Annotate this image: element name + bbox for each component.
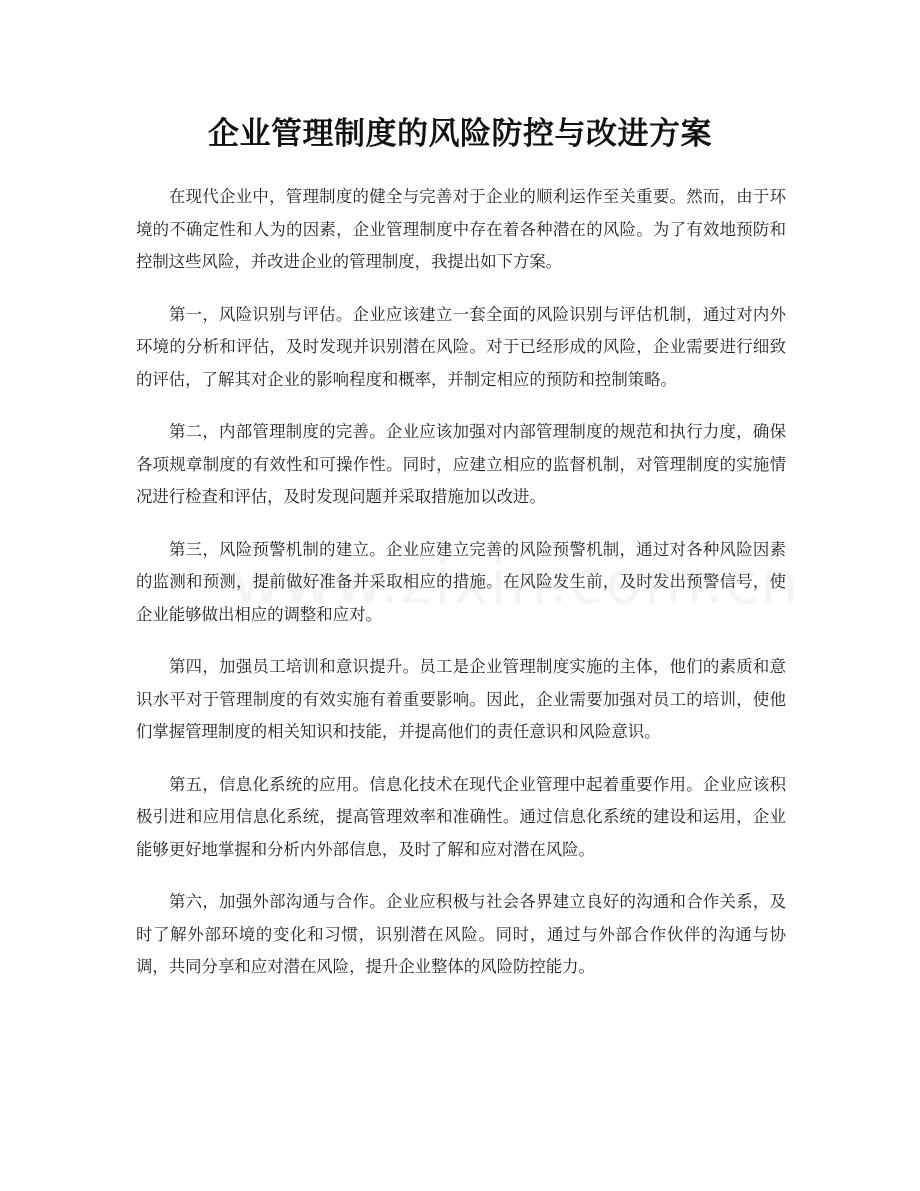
document-title: 企业管理制度的风险防控与改进方案 <box>208 116 712 152</box>
paragraph-internal-management: 第二，内部管理制度的完善。企业应该加强对内部管理制度的规范和执行力度，确保各项规章制度的有效性和可操作性。同时，应建立相应的监督机制，对管理制度的实施情况进行检查和评估，及时发现问题并采取措施加以改进。 <box>136 422 786 506</box>
paragraph-staff-training: 第四，加强员工培训和意识提升。员工是企业管理制度实施的主体，他们的素质和意识水平对于管理制度的有效实施有着重要影响。因此，企业需要加强对员工的培训，使他们掌握管理制度的相关知识和技能，并提高他们的责任意识和风险意识。 <box>136 657 786 741</box>
paragraph-information-system: 第五，信息化系统的应用。信息化技术在现代企业管理中起着重要作用。企业应该积极引进和应用信息化系统，提高管理效率和准确性。通过信息化系统的建设和运用，企业能够更好地掌握和分析内外部信息，及时了解和应对潜在风险。 <box>136 774 786 859</box>
paragraph-intro: 在现代企业中，管理制度的健全与完善对于企业的顺利运作至关重要。然而，由于环境的不确定性和人为的因素，企业管理制度中存在着各种潜在的风险。为了有效地预防和控制这些风险，并改进企业的管理制度，我提出如下方案。 <box>136 187 786 271</box>
paragraph-risk-warning: 第三，风险预警机制的建立。企业应建立完善的风险预警机制，通过对各种风险因素的监测和预测，提前做好准备并采取相应的措施。在风险发生前，及时发出预警信号，使企业能够做出相应的调整和应对。 <box>136 539 786 624</box>
paragraph-risk-identification: 第一，风险识别与评估。企业应该建立一套全面的风险识别与评估机制，通过对内外环境的分析和评估，及时发现并识别潜在风险。对于已经形成的风险，企业需要进行细致的评估，了解其对企业的影响程度和概率，并制定相应的预防和控制策略。 <box>136 304 786 389</box>
paragraph-external-cooperation: 第六，加强外部沟通与合作。企业应积极与社会各界建立良好的沟通和合作关系，及时了解外部环境的变化和习惯，识别潜在风险。同时，通过与外部合作伙伴的沟通与协调，共同分享和应对潜在风险，提升企业整体的风险防控能力。 <box>136 892 786 976</box>
document-body <box>136 181 786 1004</box>
